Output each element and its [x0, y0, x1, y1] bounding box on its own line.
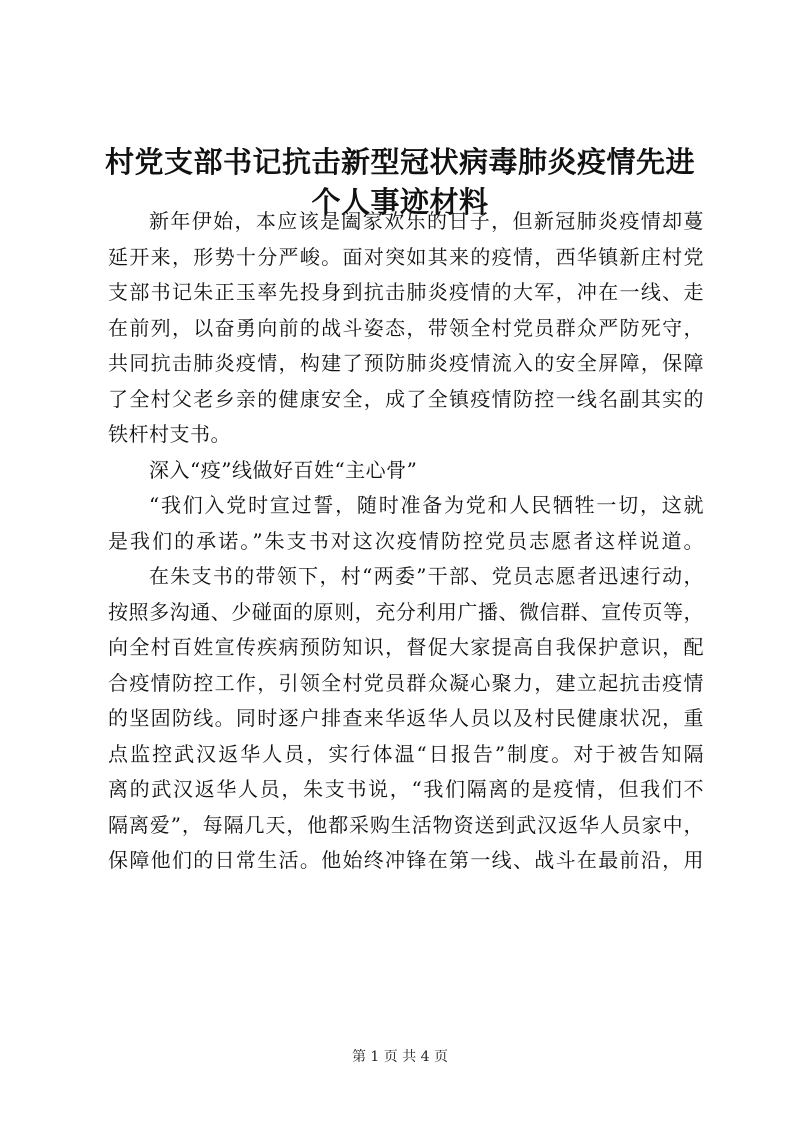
paragraph-line: 点监控武汉返华人员，实行体温“日报告”制度。对于被告知隔	[108, 741, 704, 766]
paragraph-line: 在朱支书的带领下，村“两委”干部、党员志愿者迅速行动，	[149, 564, 704, 588]
paragraph-line: 了全村父老乡亲的健康安全，成了全镇疫情防控一线名副其实的	[108, 386, 704, 411]
section-heading: 深入“疫”线做好百姓“主心骨”	[149, 457, 418, 482]
page-footer: 第 1 页 共 4 页	[351, 1049, 449, 1065]
paragraph-line: 按照多沟通、少碰面的原则，充分利用广播、微信群、宣传页等，	[108, 599, 704, 624]
paragraph-line: 延开来，形势十分严峻。面对突如其来的疫情，西华镇新庄村党	[108, 244, 704, 269]
paragraph-line: 共同抗击肺炎疫情，构建了预防肺炎疫情流入的安全屏障，保障	[108, 351, 704, 375]
paragraph-line: 新年伊始，本应该是阖家欢乐的日子，但新冠肺炎疫情却蔓	[149, 209, 704, 233]
paragraph-line: 的坚固防线。同时逐户排查来华返华人员以及村民健康状况，重	[108, 706, 704, 730]
paragraph-line: 保障他们的日常生活。他始终冲锋在第一线、战斗在最前沿，用	[108, 848, 704, 872]
paragraph-line: 离的武汉返华人员，朱支书说，“我们隔离的是疫情，但我们不	[108, 777, 704, 801]
paragraph-line: 是我们的承诺。”朱支书对这次疫情防控党员志愿者这样说道。	[108, 528, 704, 553]
paragraph-line: 向全村百姓宣传疾病预防知识，督促大家提高自我保护意识，配	[108, 635, 704, 659]
paragraph-line: 支部书记朱正玉率先投身到抗击肺炎疫情的大军，冲在一线、走	[108, 280, 704, 304]
paragraph-line: 在前列，以奋勇向前的战斗姿态，带领全村党员群众严防死守，	[108, 315, 704, 340]
document-body	[108, 204, 704, 879]
paragraph-line: “我们入党时宣过誓，随时准备为党和人民牺牲一切，这就	[149, 493, 704, 517]
paragraph-line: 合疫情防控工作，引领全村党员群众凝心聚力，建立起抗击疫情	[108, 670, 704, 695]
paragraph-line: 铁杆村支书。	[108, 422, 231, 446]
title-line-1: 村党支部书记抗击新型冠状病毒肺炎疫情先进	[104, 145, 695, 179]
paragraph-line: 隔离爱”，每隔几天，他都采购生活物资送到武汉返华人员家中，	[108, 812, 704, 837]
title-line-2: 个人事迹材料	[311, 185, 489, 219]
